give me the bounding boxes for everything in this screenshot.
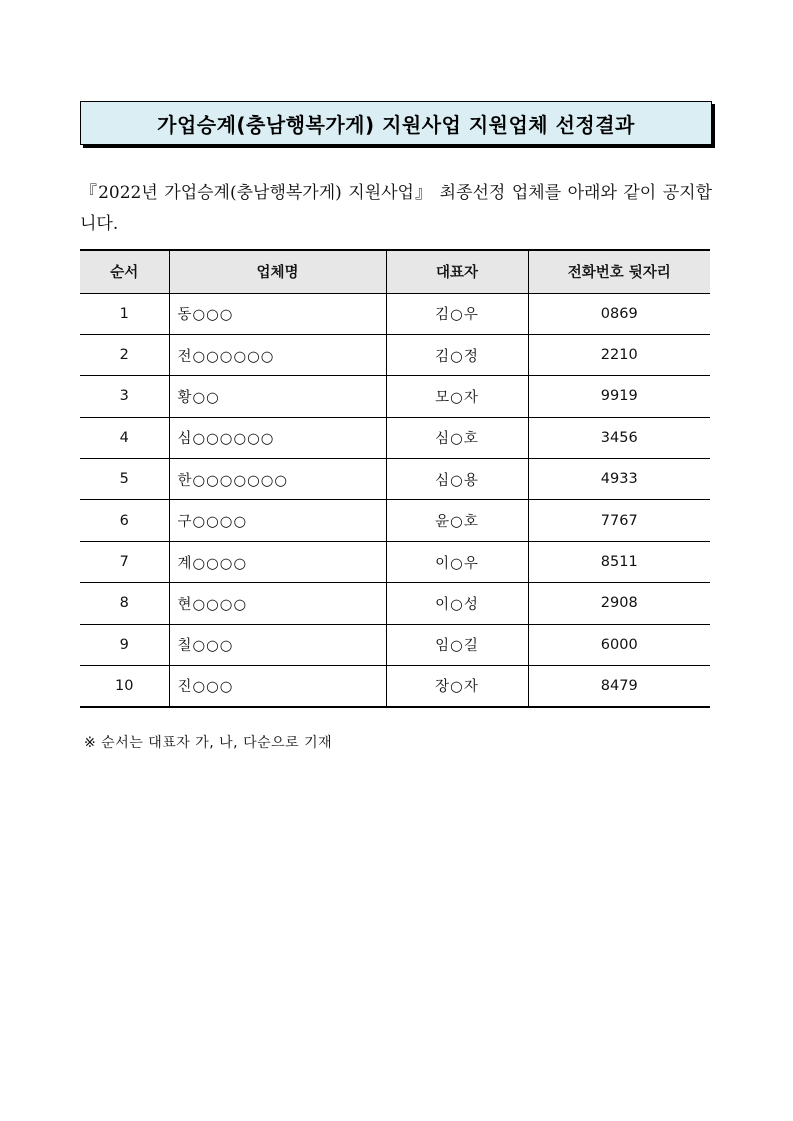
row-representative: 이○우 (386, 541, 528, 582)
row-company-name: 황○○ (169, 376, 386, 417)
row-company-name: 현○○○○ (169, 583, 386, 624)
row-phone-suffix: 9919 (528, 376, 710, 417)
row-representative: 김○우 (386, 293, 528, 334)
row-representative: 심○호 (386, 417, 528, 458)
row-phone-suffix: 2908 (528, 583, 710, 624)
table-row (80, 666, 710, 707)
row-phone-suffix: 2210 (528, 334, 710, 375)
header-representative: 대표자 (386, 250, 528, 293)
row-company-name: 심○○○○○○ (169, 417, 386, 458)
page-title: 가업승계(충남행복가게) 지원사업 지원업체 선정결과 (157, 112, 635, 137)
row-company-name: 계○○○○ (169, 541, 386, 582)
selection-table (80, 249, 710, 708)
row-company-name: 전○○○○○○ (169, 334, 386, 375)
title-box (80, 101, 712, 145)
row-order: 2 (80, 334, 169, 375)
row-phone-suffix: 8479 (528, 666, 710, 707)
row-order: 10 (80, 666, 169, 707)
row-order: 3 (80, 376, 169, 417)
row-company-name: 진○○○ (169, 666, 386, 707)
row-order: 4 (80, 417, 169, 458)
row-order: 1 (80, 293, 169, 334)
intro-paragraph: 『2022년 가업승계(충남행복가게) 지원사업』 최종선정 업체를 아래와 같이 공지합니다. (80, 183, 712, 234)
table-row (80, 624, 710, 665)
header-company: 업체명 (169, 250, 386, 293)
row-order: 5 (80, 459, 169, 500)
table-row (80, 459, 710, 500)
table-row (80, 500, 710, 541)
table-header-row (80, 250, 710, 293)
row-company-name: 구○○○○ (169, 500, 386, 541)
row-phone-suffix: 7767 (528, 500, 710, 541)
row-representative: 윤○호 (386, 500, 528, 541)
row-representative: 이○성 (386, 583, 528, 624)
row-representative: 심○용 (386, 459, 528, 500)
table-row (80, 334, 710, 375)
row-phone-suffix: 4933 (528, 459, 710, 500)
row-representative: 장○자 (386, 666, 528, 707)
row-order: 6 (80, 500, 169, 541)
note-text: ※ 순서는 대표자 가, 나, 다순으로 기재 (84, 735, 333, 751)
header-phone: 전화번호 뒷자리 (528, 250, 710, 293)
row-order: 9 (80, 624, 169, 665)
table-row (80, 417, 710, 458)
row-company-name: 칠○○○ (169, 624, 386, 665)
row-company-name: 한○○○○○○○ (169, 459, 386, 500)
table-row (80, 583, 710, 624)
row-representative: 김○정 (386, 334, 528, 375)
table-row (80, 541, 710, 582)
row-phone-suffix: 3456 (528, 417, 710, 458)
table-row (80, 293, 710, 334)
header-order: 순서 (80, 250, 169, 293)
row-phone-suffix: 6000 (528, 624, 710, 665)
row-representative: 임○길 (386, 624, 528, 665)
table-row (80, 376, 710, 417)
row-representative: 모○자 (386, 376, 528, 417)
row-order: 8 (80, 583, 169, 624)
row-company-name: 동○○○ (169, 293, 386, 334)
row-phone-suffix: 8511 (528, 541, 710, 582)
row-phone-suffix: 0869 (528, 293, 710, 334)
row-order: 7 (80, 541, 169, 582)
